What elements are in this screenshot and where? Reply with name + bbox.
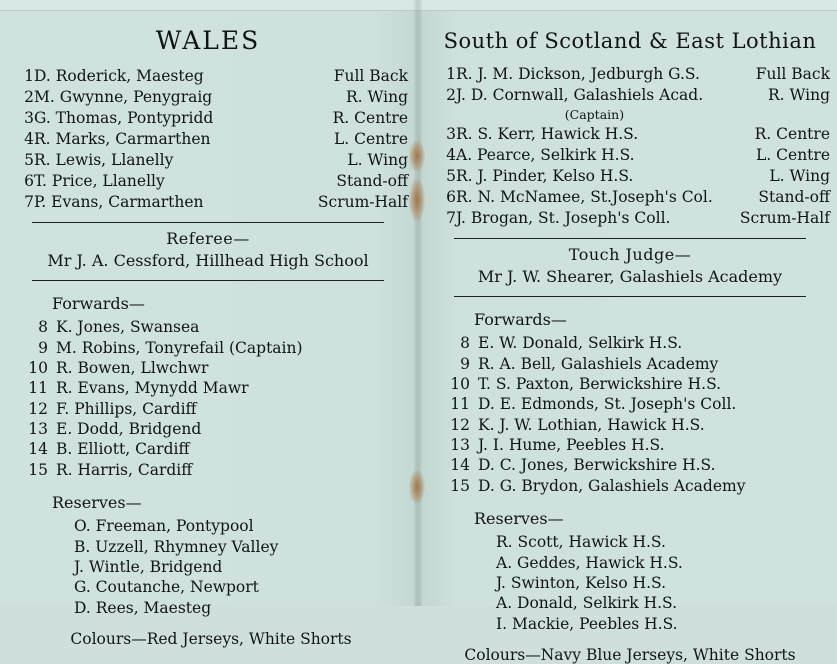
player-row (430, 186, 830, 207)
player-number: 9 (460, 354, 470, 373)
forwards-table-left (8, 317, 408, 480)
player-position: R. Wing (345, 87, 408, 106)
player-number: 1 (446, 64, 456, 83)
player-number: 5 (24, 150, 34, 169)
player-number: 8 (38, 318, 48, 337)
forward-row (430, 455, 830, 475)
centre-fold (414, 0, 422, 606)
player-name: B. Elliott, Cardiff (56, 440, 190, 459)
player-name: P. Evans, Carmarthen (34, 192, 204, 211)
player-number: 11 (450, 395, 470, 414)
player-row (8, 149, 408, 170)
player-position: L. Wing (769, 166, 830, 185)
player-position: L. Wing (347, 150, 408, 169)
team-column-right (430, 12, 830, 664)
list-item: G. Coutanche, Newport (74, 578, 259, 597)
player-name: R. Evans, Mynydd Mawr (56, 379, 249, 398)
forward-row (8, 358, 408, 378)
divider-right-2 (454, 296, 806, 297)
list-item: J. Swinton, Kelso H.S. (496, 573, 667, 592)
player-number: 2 (446, 85, 456, 104)
player-number: 3 (446, 124, 456, 143)
player-name: J. I. Hume, Peebles H.S. (478, 436, 665, 455)
player-row (430, 207, 830, 228)
colours-left: Colours—Red Jerseys, White Shorts (70, 629, 352, 648)
player-name: D. C. Jones, Berwickshire H.S. (478, 456, 716, 475)
forward-row (430, 415, 830, 435)
player-row (430, 63, 830, 84)
colours-right: Colours—Navy Blue Jerseys, White Shorts (464, 645, 796, 664)
reserves-list-right (430, 532, 830, 634)
player-name: T. Price, Llanelly (34, 171, 165, 190)
player-name: M. Gwynne, Penygraig (34, 87, 213, 106)
forwards-table-right (430, 333, 830, 496)
reserves-heading-right: Reserves— (474, 509, 564, 528)
player-number: 2 (24, 87, 34, 106)
player-name: E. W. Donald, Selkirk H.S. (478, 334, 683, 353)
player-row (8, 86, 408, 107)
player-number: 12 (450, 415, 470, 434)
stain-mark (409, 470, 425, 504)
backs-table-right (430, 63, 830, 228)
player-position: L. Centre (334, 129, 408, 148)
player-name: G. Thomas, Pontypridd (34, 108, 214, 127)
team-column-left (8, 12, 408, 648)
official-role-left: Referee— (166, 229, 250, 248)
player-name: D. Roderick, Maesteg (34, 66, 204, 85)
forward-row (430, 435, 830, 455)
player-number: 13 (28, 420, 48, 439)
list-item: A. Geddes, Hawick H.S. (496, 553, 683, 572)
player-name: M. Robins, Tonyrefail (Captain) (56, 338, 303, 357)
player-name: J. Brogan, St. Joseph's Coll. (456, 208, 671, 227)
forward-row (8, 460, 408, 480)
player-position: R. Centre (754, 124, 830, 143)
divider-right (454, 238, 806, 239)
stain-mark (409, 178, 425, 222)
player-name: R. Lewis, Llanelly (34, 150, 174, 169)
player-name: K. Jones, Swansea (56, 318, 200, 337)
player-number: 7 (24, 192, 34, 211)
player-position: Scrum-Half (317, 192, 408, 211)
forwards-heading-right: Forwards— (474, 310, 567, 329)
player-row (8, 170, 408, 191)
forward-row (8, 337, 408, 357)
player-number: 12 (28, 399, 48, 418)
list-item: D. Rees, Maesteg (74, 598, 212, 617)
player-name: J. D. Cornwall, Galashiels Acad. (456, 85, 704, 104)
player-number: 6 (24, 171, 34, 190)
player-row (430, 144, 830, 165)
captain-note-row (430, 105, 830, 123)
player-number: 10 (450, 374, 470, 393)
player-row (8, 128, 408, 149)
player-position: Full Back (333, 66, 408, 85)
player-row (8, 191, 408, 212)
reserves-list-left (8, 516, 408, 618)
player-position: Scrum-Half (739, 208, 830, 227)
player-row (430, 165, 830, 186)
player-number: 9 (38, 338, 48, 357)
player-name: R. Bowen, Llwchwr (56, 358, 209, 377)
stain-mark (409, 140, 425, 172)
divider-left (32, 222, 384, 223)
player-number: 3 (24, 108, 34, 127)
official-name-left: Mr J. A. Cessford, Hillhead High School (47, 251, 369, 270)
player-name: T. S. Paxton, Berwickshire H.S. (478, 374, 722, 393)
player-name: R. J. Pinder, Kelso H.S. (456, 166, 634, 185)
player-number: 7 (446, 208, 456, 227)
forward-row (430, 374, 830, 394)
forward-row (8, 439, 408, 459)
player-number: 11 (28, 379, 48, 398)
list-item: A. Donald, Selkirk H.S. (496, 594, 678, 613)
player-number: 6 (446, 187, 456, 206)
player-row (8, 107, 408, 128)
divider-left-2 (32, 280, 384, 281)
forward-row (430, 394, 830, 414)
list-item: R. Scott, Hawick H.S. (496, 533, 666, 552)
reserves-heading-left: Reserves— (52, 493, 142, 512)
player-name: R. J. M. Dickson, Jedburgh G.S. (456, 64, 700, 83)
player-position: L. Centre (756, 145, 830, 164)
list-item: J. Wintle, Bridgend (74, 557, 223, 576)
player-name: K. J. W. Lothian, Hawick H.S. (478, 415, 705, 434)
team-title-right: South of Scotland & East Lothian (443, 29, 817, 53)
player-name: R. Marks, Carmarthen (34, 129, 211, 148)
player-position: R. Centre (332, 108, 408, 127)
forward-row (8, 317, 408, 337)
player-position: Full Back (755, 64, 830, 83)
list-item: B. Uzzell, Rhymney Valley (74, 537, 279, 556)
player-name: D. G. Brydon, Galashiels Academy (478, 476, 746, 495)
player-position: Stand-off (336, 171, 408, 190)
player-number: 8 (460, 334, 470, 353)
forward-row (8, 419, 408, 439)
player-name: D. E. Edmonds, St. Joseph's Coll. (478, 395, 737, 414)
player-number: 14 (450, 456, 470, 475)
forward-row (430, 353, 830, 373)
player-number: 13 (450, 436, 470, 455)
player-number: 15 (28, 460, 48, 479)
captain-note: (Captain) (564, 106, 625, 122)
player-row (8, 65, 408, 86)
player-number: 1 (24, 66, 34, 85)
player-number: 4 (24, 129, 34, 148)
player-number: 15 (450, 476, 470, 495)
player-number: 5 (446, 166, 456, 185)
player-name: R. Harris, Cardiff (56, 460, 193, 479)
player-name: R. A. Bell, Galashiels Academy (478, 354, 719, 373)
player-number: 4 (446, 145, 456, 164)
player-row (430, 123, 830, 144)
official-role-right: Touch Judge— (568, 245, 692, 264)
forward-row (8, 399, 408, 419)
backs-table-left (8, 65, 408, 212)
official-name-right: Mr J. W. Shearer, Galashiels Academy (477, 267, 783, 286)
forward-row (430, 333, 830, 353)
player-name: A. Pearce, Selkirk H.S. (456, 145, 635, 164)
team-title-left: WALES (155, 26, 261, 55)
player-position: R. Wing (767, 85, 830, 104)
player-number: 10 (28, 358, 48, 377)
player-name: R. S. Kerr, Hawick H.S. (456, 124, 639, 143)
player-name: E. Dodd, Bridgend (56, 420, 202, 439)
player-number: 14 (28, 440, 48, 459)
list-item: I. Mackie, Peebles H.S. (496, 614, 678, 633)
forward-row (430, 476, 830, 496)
player-position: Stand-off (758, 187, 830, 206)
list-item: O. Freeman, Pontypool (74, 517, 254, 536)
player-row (430, 84, 830, 105)
player-name: R. N. McNamee, St.Joseph's Col. (456, 187, 713, 206)
player-name: F. Phillips, Cardiff (56, 399, 197, 418)
forward-row (8, 378, 408, 398)
forwards-heading-left: Forwards— (52, 294, 145, 313)
